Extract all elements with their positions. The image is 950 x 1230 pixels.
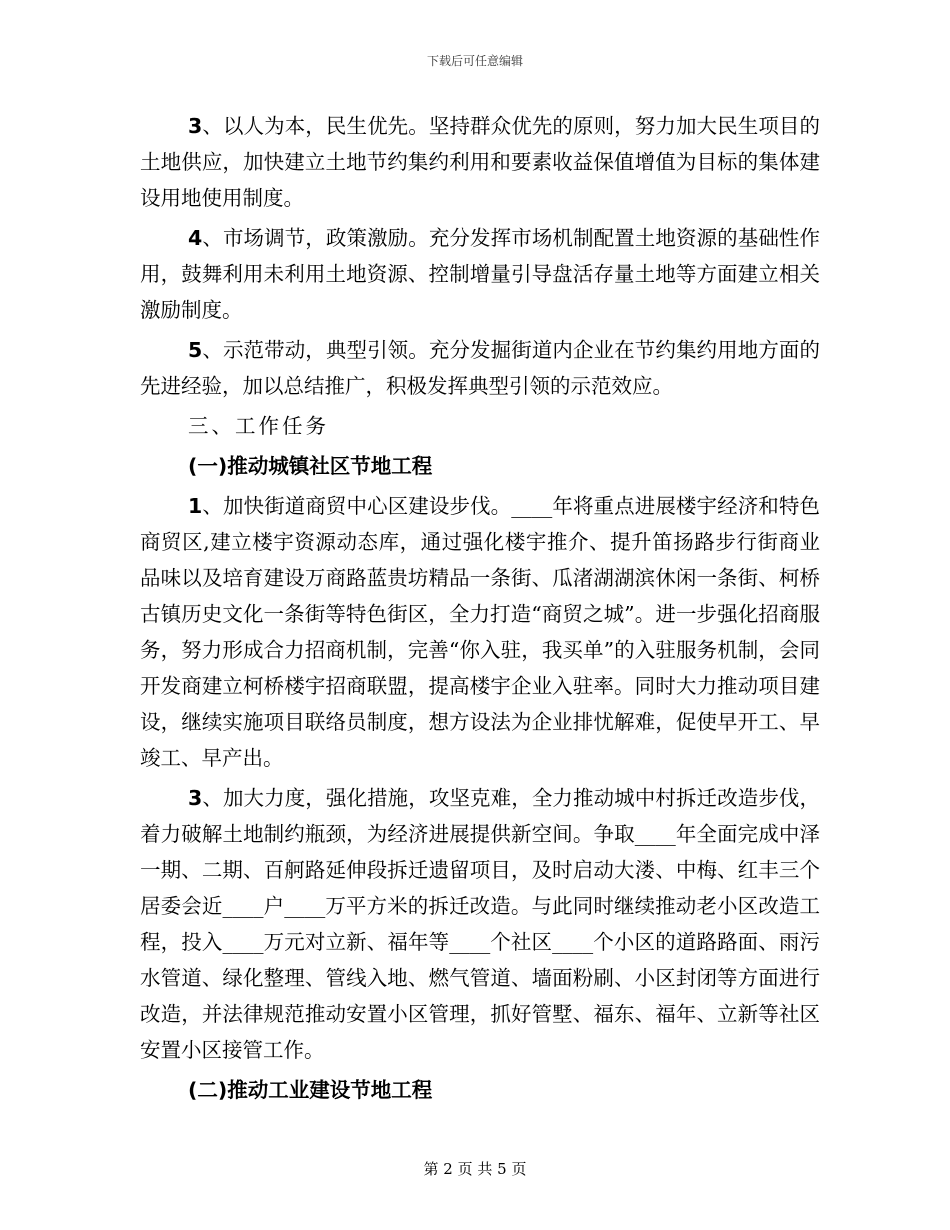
item-number: 3 [188, 114, 203, 138]
task-1 [140, 488, 820, 776]
item-number: 3 [188, 786, 203, 810]
page-number: 第 2 页 共 5 页 [423, 1160, 527, 1178]
header-note: 下载后可任意编辑 [426, 54, 523, 68]
item-number: 1 [188, 494, 203, 518]
item-number: 4 [188, 226, 203, 250]
paragraph-text: 、加快街道商贸中心区建设步伐。____年将重点进展楼宇经济和特色商贸区,建立楼宇资源动态库，通过强化楼宇推介、提升笛扬路步行街商业品味以及培育建设万商路蓝贵坊精品一条街、瓜渚湖湖滨休闲一条街、柯桥古镇历史文化一条街等特色街区，全力打造“商贸之城”。进一步强化招商服务，努力形成合力招商机制，完善“你入驻，我买单”的入驻服务机制，会同开发商建立柯桥楼宇招商联盟，提高楼宇企业入驻率。同时大力推动项目建设，继续实施项目联络员制度，想方设法为企业排忧解难，促使早开工、早竣工、早产出。 [140, 494, 820, 770]
paragraph-text: 、市场调节，政策激励。充分发挥市场机制配置土地资源的基础性作用，鼓舞利用未利用土地资源、控制增量引导盘活存量土地等方面建立相关激励制度。 [140, 226, 820, 322]
paragraph-text: 、示范带动，典型引领。充分发掘街道内企业在节约集约用地方面的先进经验，加以总结推广，积极发挥典型引领的示范效应。 [140, 338, 820, 398]
subsection-heading-1: (一)推动城镇社区节地工程 [188, 454, 433, 478]
principle-5 [140, 332, 820, 404]
task-3 [140, 780, 820, 1068]
section-heading: 三、工作任务 [188, 414, 329, 438]
item-number: 5 [188, 338, 203, 362]
principle-3 [140, 108, 820, 216]
principle-4 [140, 220, 820, 328]
paragraph-text: 、加大力度，强化措施，攻坚克难，全力推动城中村拆迁改造步伐，着力破解土地制约瓶颈，为经济进展提供新空间。争取____年全面完成中泽一期、二期、百舸路延伸段拆迁遗留项目，及时启动大溇、中梅、红丰三个居委会近____户____万平方米的拆迁改造。与此同时继续推动老小区改造工程，投入____万元对立新、福年等____个社区____个小区的道路路面、雨污水管道、绿化整理、管线入地、燃气管道、墙面粉刷、小区封闭等方面进行改造，并法律规范推动安置小区管理，抓好管墅、福东、福年、立新等社区安置小区接管工作。 [140, 786, 820, 1062]
paragraph-text: 、以人为本，民生优先。坚持群众优先的原则，努力加大民生项目的土地供应，加快建立土地节约集约利用和要素收益保值增值为目标的集体建设用地使用制度。 [140, 114, 820, 210]
subsection-heading-2: (二)推动工业建设节地工程 [188, 1078, 433, 1102]
document-body [140, 108, 820, 1108]
